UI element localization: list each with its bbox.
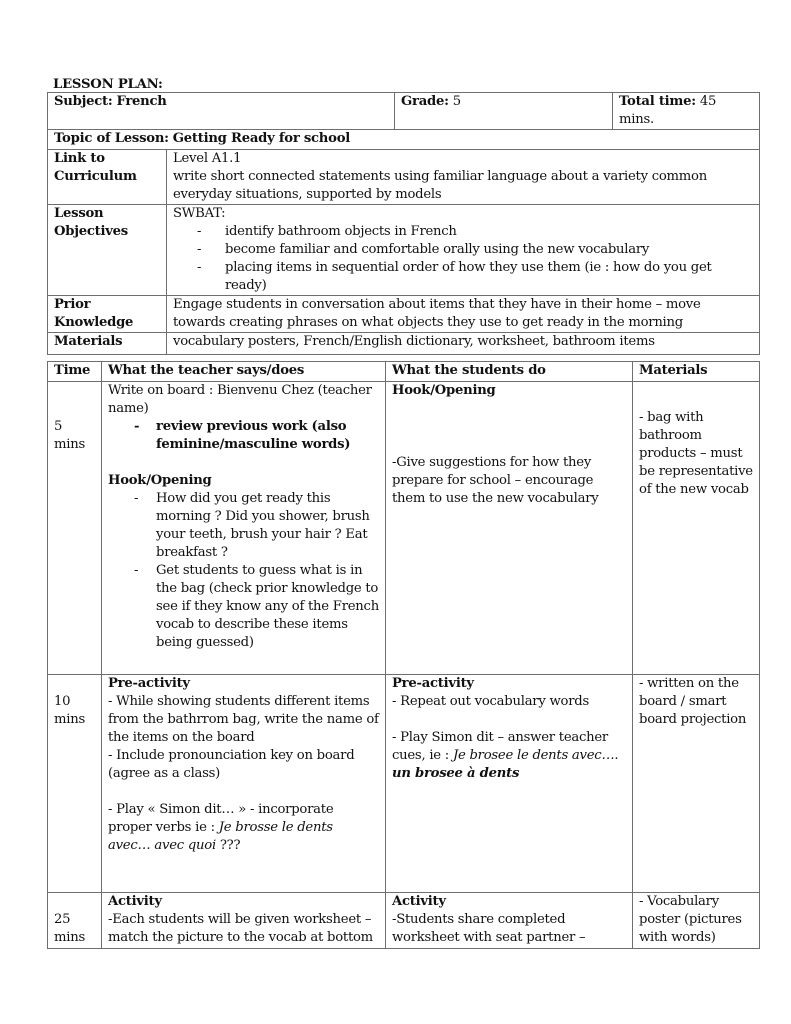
- objective-item: - identify bathroom objects in French: [197, 224, 457, 239]
- column-header-time: Time: [48, 362, 102, 382]
- time-cell: 5 mins: [48, 382, 102, 675]
- teacher-heading: Pre-activity: [108, 676, 190, 691]
- objectives-intro: SWBAT:: [173, 206, 226, 221]
- grade-value: 5: [452, 94, 461, 109]
- topic-label: Topic of Lesson:: [54, 131, 169, 146]
- page-title: LESSON PLAN:: [53, 77, 163, 92]
- curriculum-level: Level A1.1: [173, 151, 242, 166]
- teacher-cell: [102, 893, 386, 949]
- materials-cell: - Vocabulary poster (pictures with words): [633, 893, 760, 949]
- teacher-line: -Each students will be given worksheet – match the picture to the vocab at bottom: [108, 912, 373, 945]
- teacher-hook-list: [108, 490, 379, 652]
- prior-knowledge-text: Engage students in conversation about items that they have in their home – move towards creating phrases on what objects they use to get ready in the morning: [167, 296, 760, 333]
- students-heading: Pre-activity: [392, 676, 474, 691]
- subject-cell: [48, 93, 395, 130]
- teacher-bullet: - Get students to guess what is in the bag (check prior knowledge to see if they know any of the French vocab to describe these items being guessed): [134, 563, 379, 650]
- objectives-label: Lesson Objectives: [48, 205, 167, 296]
- teacher-cell: [102, 675, 386, 893]
- objectives-list: [173, 223, 753, 295]
- total-time-label: Total time:: [619, 94, 696, 109]
- lesson-overview-table: [47, 92, 760, 355]
- curriculum-cell: [167, 150, 760, 205]
- curriculum-text: write short connected statements using familiar language about a variety common everyday situations, supported by models: [173, 169, 707, 202]
- students-text: -Give suggestions for how they prepare for school – encourage them to use the new vocabulary: [392, 455, 599, 506]
- students-line-answer: un brosee à dents: [392, 766, 520, 781]
- teacher-intro-list: [108, 418, 379, 454]
- teacher-line: - While showing students different items from the bathrrom bag, write the name of the items on the board: [108, 694, 379, 745]
- subject-value: French: [116, 94, 167, 109]
- time-cell: 25 mins: [48, 893, 102, 949]
- students-line: - Repeat out vocabulary words: [392, 694, 589, 709]
- teacher-bullet: - How did you get ready this morning ? Did you shower, brush your teeth, brush your hair ? Eat breakfast ?: [134, 491, 370, 560]
- teacher-line: - Include pronounciation key on board (agree as a class): [108, 748, 355, 781]
- materials-label: Materials: [48, 333, 167, 355]
- students-cell: [386, 675, 633, 893]
- column-header-teacher: What the teacher says/does: [102, 362, 386, 382]
- students-cell: [386, 893, 633, 949]
- teacher-cell: [102, 382, 386, 675]
- schedule-row: [48, 675, 760, 893]
- time-cell: 10 mins: [48, 675, 102, 893]
- objective-item: - placing items in sequential order of how they use them (ie : how do you get ready): [197, 260, 712, 293]
- prior-knowledge-row: [48, 296, 760, 333]
- objectives-row: [48, 205, 760, 296]
- schedule-header-row: [48, 362, 760, 382]
- topic-cell: [48, 130, 760, 150]
- grade-label: Grade:: [401, 94, 449, 109]
- prior-knowledge-label: Prior Knowledge: [48, 296, 167, 333]
- grade-cell: [395, 93, 613, 130]
- objectives-cell: [167, 205, 760, 296]
- students-line: - Play Simon dit – answer teacher cues, ie : Je brosee le dents avec….: [392, 730, 619, 763]
- total-time-cell: [613, 93, 760, 130]
- teacher-heading: Hook/Opening: [108, 473, 212, 488]
- curriculum-label: Link to Curriculum: [48, 150, 167, 205]
- students-heading: Activity: [392, 894, 446, 909]
- materials-text: vocabulary posters, French/English dictionary, worksheet, bathroom items: [167, 333, 760, 355]
- teacher-line: - Play « Simon dit… » - incorporate proper verbs ie : Je brosse le dents avec… avec quoi ???: [108, 802, 334, 853]
- students-heading: Hook/Opening: [392, 383, 496, 398]
- materials-cell: - bag with bathroom products – must be representative of the new vocab: [633, 382, 760, 675]
- column-header-materials: Materials: [633, 362, 760, 382]
- students-cell: [386, 382, 633, 675]
- schedule-row: [48, 893, 760, 949]
- teacher-intro: Write on board : Bienvenu Chez (teacher name): [108, 383, 372, 416]
- total-time-value: 45 mins.: [619, 94, 717, 127]
- teacher-heading: Activity: [108, 894, 162, 909]
- students-line: -Students share completed worksheet with seat partner –: [392, 912, 586, 945]
- materials-row: [48, 333, 760, 355]
- topic-row: [48, 130, 760, 150]
- lesson-schedule-table: [47, 361, 760, 949]
- subject-label: Subject:: [54, 94, 113, 109]
- column-header-students: What the students do: [386, 362, 633, 382]
- subject-row: [48, 93, 760, 130]
- teacher-intro-bullet: - review previous work (also feminine/masculine words): [134, 419, 351, 452]
- topic-value: Getting Ready for school: [172, 131, 351, 146]
- schedule-row: [48, 382, 760, 675]
- materials-cell: - written on the board / smart board projection: [633, 675, 760, 893]
- curriculum-row: [48, 150, 760, 205]
- objective-item: - become familiar and comfortable orally using the new vocabulary: [197, 242, 650, 257]
